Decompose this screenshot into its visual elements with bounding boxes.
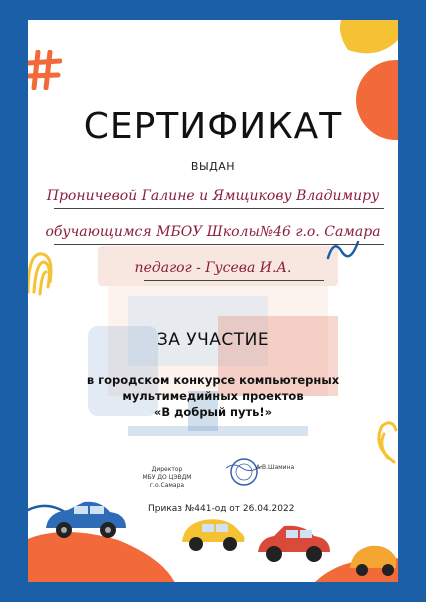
- car-yellow-icon: [178, 514, 248, 554]
- contest-line-2: мультимедийных проектов: [122, 389, 304, 403]
- director-title: Директор: [151, 466, 183, 473]
- director-org: МБУ ДО ЦЭВДМ: [142, 474, 192, 481]
- certificate-frame: [28, 20, 398, 582]
- recipient-line-2: обучающимся МБОУ Школы№46 г.о. Самара: [45, 224, 381, 240]
- car-orange-icon: [346, 540, 398, 580]
- car-red-icon: [254, 520, 334, 566]
- underline-2: [54, 244, 384, 245]
- car-blue-icon: [40, 498, 130, 542]
- signer-name: А.В.Шамина: [256, 464, 295, 471]
- certificate-title: СЕРТИФИКАТ: [83, 106, 343, 147]
- scribble-decoration-right-icon: [370, 416, 398, 466]
- contest-line-3: «В добрый путь!»: [153, 405, 273, 419]
- director-city: г.о.Самара: [149, 482, 185, 489]
- participation-heading: ЗА УЧАСТИЕ: [156, 330, 270, 350]
- director-block: [122, 466, 212, 490]
- recipient-line-3: педагог - Гусева И.А.: [134, 260, 292, 276]
- recipient-line-1: Проничевой Галине и Ямщикову Владимиру: [46, 188, 380, 204]
- stamp-seal: [224, 456, 264, 488]
- contest-line-1: в городском конкурсе компьютерных: [86, 373, 340, 387]
- underline-3: [144, 280, 324, 281]
- hash-decoration-icon: [28, 50, 62, 90]
- contest-description: [28, 372, 398, 420]
- issued-label: ВЫДАН: [190, 160, 236, 173]
- order-number: Приказ №441-од от 26.04.2022: [148, 504, 295, 514]
- underline-1: [54, 208, 384, 209]
